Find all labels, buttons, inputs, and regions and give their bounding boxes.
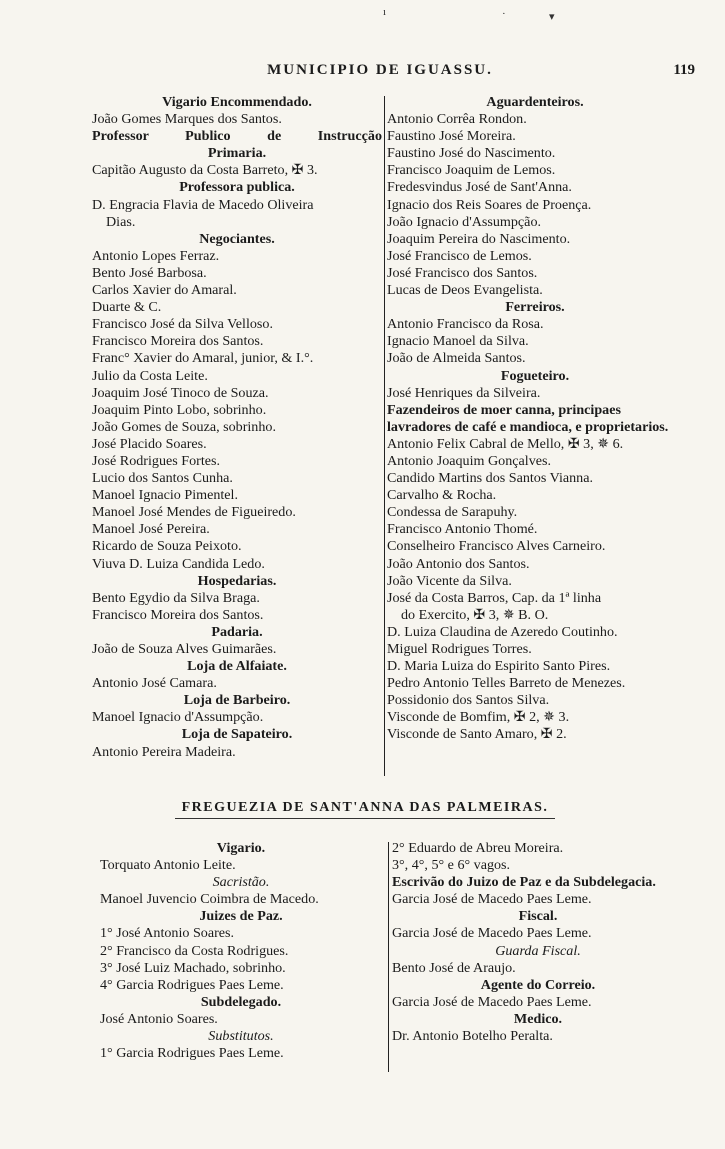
section-heading: Vigario. bbox=[216, 840, 266, 856]
list-entry: D. Engracia Flavia de Macedo Oliveira bbox=[92, 196, 314, 213]
section-heading: Subdelegado. bbox=[200, 993, 282, 1010]
list-entry: José Francisco dos Santos. bbox=[387, 264, 538, 281]
list-entry: Manoel José Pereira. bbox=[92, 521, 210, 538]
list-entry: José Henriques da Silveira. bbox=[387, 384, 541, 401]
section-heading: Negociantes. bbox=[199, 230, 275, 247]
section-heading: Aguardenteiros. bbox=[486, 94, 584, 110]
list-entry: Dias. bbox=[106, 213, 136, 230]
section-heading: Ferreiros. bbox=[505, 299, 565, 316]
running-head: MUNICIPIO DE IGUASSU. bbox=[267, 62, 493, 78]
list-entry: Manoel José Mendes de Figueiredo. bbox=[92, 504, 296, 521]
section-heading: Loja de Alfaiate. bbox=[187, 658, 287, 675]
list-entry: Garcia José de Macedo Paes Leme. bbox=[392, 993, 592, 1010]
list-entry: Manoel Juvencio Coimbra de Macedo. bbox=[100, 891, 319, 908]
list-entry: Faustino José Moreira. bbox=[387, 128, 516, 145]
list-entry: Garcia José de Macedo Paes Leme. bbox=[392, 925, 592, 942]
section-heading: Professora publica. bbox=[179, 179, 295, 196]
list-entry: Antonio Pereira Madeira. bbox=[92, 743, 236, 760]
section-heading: Sacristão. bbox=[212, 874, 270, 891]
list-entry: João Ignacio d'Assumpção. bbox=[387, 213, 542, 230]
list-entry: Lucas de Deos Evangelista. bbox=[387, 282, 543, 299]
ink-speck: ı bbox=[383, 6, 387, 18]
list-entry: Viuva D. Luiza Candida Ledo. bbox=[92, 555, 265, 572]
list-entry: Carvalho & Rocha. bbox=[387, 487, 497, 504]
list-entry: Antonio Felix Cabral de Mello, ✠ 3, ✵ 6. bbox=[387, 435, 624, 452]
section-heading: Padaria. bbox=[211, 623, 263, 640]
section-heading: Fazendeiros de moer canna, principaes lavradores de café e mandioca, e proprietarios. bbox=[387, 401, 669, 435]
list-entry: Ricardo de Souza Peixoto. bbox=[92, 538, 242, 555]
list-entry: 3°, 4°, 5° e 6° vagos. bbox=[392, 857, 511, 874]
list-entry: Pedro Antonio Telles Barreto de Menezes. bbox=[387, 675, 626, 692]
list-entry: 1° Garcia Rodrigues Paes Leme. bbox=[100, 1045, 284, 1062]
list-entry: do Exercito, ✠ 3, ✵ B. O. bbox=[401, 606, 549, 623]
list-entry: Antonio José Camara. bbox=[92, 675, 217, 692]
list-entry: 4° Garcia Rodrigues Paes Leme. bbox=[100, 976, 284, 993]
ink-speck: · bbox=[502, 8, 506, 20]
list-entry: Antonio Joaquim Gonçalves. bbox=[387, 452, 552, 469]
list-entry: João de Souza Alves Guimarães. bbox=[92, 641, 277, 657]
section-heading: Fiscal. bbox=[518, 908, 558, 925]
list-entry: Conselheiro Francisco Alves Carneiro. bbox=[387, 538, 606, 555]
section-heading: Loja de Sapateiro. bbox=[181, 726, 293, 743]
section-heading: Juizes de Paz. bbox=[199, 908, 283, 925]
list-entry: João Gomes Marques dos Santos. bbox=[92, 111, 282, 128]
section-heading: Guarda Fiscal. bbox=[495, 942, 581, 959]
list-entry: 3° José Luiz Machado, sobrinho. bbox=[100, 959, 286, 976]
list-entry: Dr. Antonio Botelho Peralta. bbox=[392, 1028, 553, 1045]
list-entry: Francisco Antonio Thomé. bbox=[387, 521, 538, 538]
list-entry: Capitão Augusto da Costa Barreto, ✠ 3. bbox=[92, 162, 318, 179]
list-entry: 2° Eduardo de Abreu Moreira. bbox=[392, 840, 564, 856]
list-entry: Miguel Rodrigues Torres. bbox=[387, 641, 532, 657]
list-entry: Garcia José de Macedo Paes Leme. bbox=[392, 891, 592, 908]
list-entry: Manoel Ignacio Pimentel. bbox=[92, 487, 238, 504]
list-entry: José Rodrigues Fortes. bbox=[92, 452, 221, 469]
column-divider bbox=[388, 842, 389, 1072]
parish-left-column bbox=[100, 840, 382, 1062]
list-entry: João Gomes de Souza, sobrinho. bbox=[92, 418, 276, 435]
section-heading: Loja de Barbeiro. bbox=[183, 692, 291, 709]
list-entry: Francisco Moreira dos Santos. bbox=[92, 333, 264, 350]
list-entry: Bento Egydio da Silva Braga. bbox=[92, 589, 260, 606]
list-entry: Antonio Francisco da Rosa. bbox=[387, 316, 544, 333]
list-entry: Possidonio dos Santos Silva. bbox=[387, 692, 550, 709]
right-column-list bbox=[387, 94, 683, 744]
section-heading: Fogueteiro. bbox=[500, 367, 570, 384]
section-heading: Substitutos. bbox=[208, 1028, 274, 1045]
list-entry: José Francisco de Lemos. bbox=[387, 247, 532, 264]
section-heading: Escrivão do Juizo de Paz e da Subdelegacia. bbox=[392, 874, 656, 891]
list-entry: Bento José Barbosa. bbox=[92, 264, 207, 281]
list-entry: Franc° Xavier do Amaral, junior, & I.°. bbox=[92, 350, 314, 367]
list-entry: Torquato Antonio Leite. bbox=[100, 857, 236, 874]
list-entry: Francisco José da Silva Velloso. bbox=[92, 316, 273, 333]
list-entry: Lucio dos Santos Cunha. bbox=[92, 470, 233, 487]
section-heading: Vigario Encommendado. bbox=[162, 94, 312, 110]
list-entry: Faustino José do Nascimento. bbox=[387, 145, 556, 162]
section-underline bbox=[175, 818, 555, 819]
list-entry: 1° José Antonio Soares. bbox=[100, 925, 235, 942]
list-entry: 2° Francisco da Costa Rodrigues. bbox=[100, 942, 289, 959]
list-entry: Duarte & C. bbox=[92, 299, 162, 316]
list-entry: João Vicente da Silva. bbox=[387, 572, 512, 589]
ink-speck: ▾ bbox=[549, 11, 555, 23]
list-entry: José da Costa Barros, Cap. da 1ª linha bbox=[387, 589, 602, 606]
list-entry: Francisco Moreira dos Santos. bbox=[92, 606, 264, 623]
section-heading: Medico. bbox=[513, 1010, 563, 1027]
list-entry: Ignacio Manoel da Silva. bbox=[387, 333, 529, 350]
list-entry: D. Luiza Claudina de Azeredo Coutinho. bbox=[387, 623, 618, 640]
list-entry: Julio da Costa Leite. bbox=[92, 367, 208, 384]
list-entry: Candido Martins dos Santos Vianna. bbox=[387, 470, 593, 487]
list-entry: Joaquim Pereira do Nascimento. bbox=[387, 230, 571, 247]
list-entry: Joaquim Pinto Lobo, sobrinho. bbox=[92, 401, 267, 418]
list-entry: Fredesvindus José de Sant'Anna. bbox=[387, 179, 572, 196]
list-entry: José Placido Soares. bbox=[92, 435, 207, 452]
list-entry: Manoel Ignacio d'Assumpção. bbox=[92, 709, 264, 726]
column-divider bbox=[384, 96, 385, 776]
list-entry: Visconde de Bomfim, ✠ 2, ✵ 3. bbox=[387, 709, 570, 726]
list-entry: José Antonio Soares. bbox=[100, 1010, 218, 1027]
list-entry: Bento José de Araujo. bbox=[392, 959, 516, 976]
list-entry: João Antonio dos Santos. bbox=[387, 555, 530, 572]
list-entry: Condessa de Sarapuhy. bbox=[387, 504, 518, 521]
section-heading: Primaria. bbox=[207, 145, 267, 162]
list-entry: Carlos Xavier do Amaral. bbox=[92, 282, 237, 299]
list-entry: D. Maria Luiza do Espirito Santo Pires. bbox=[387, 658, 611, 675]
section-heading: Hospedarias. bbox=[197, 572, 277, 589]
list-entry: João de Almeida Santos. bbox=[387, 350, 526, 367]
section-heading: Professor Publico de Instrucção bbox=[92, 128, 382, 145]
list-entry: Visconde de Santo Amaro, ✠ 2. bbox=[387, 726, 567, 743]
list-entry: Antonio Corrêa Rondon. bbox=[387, 111, 527, 128]
parish-right-column bbox=[392, 840, 684, 1045]
page-number: 119 bbox=[673, 62, 695, 78]
list-entry: Antonio Lopes Ferraz. bbox=[92, 247, 220, 264]
left-column-list bbox=[92, 94, 382, 761]
list-entry: Ignacio dos Reis Soares de Proença. bbox=[387, 196, 592, 213]
list-entry: Joaquim José Tinoco de Souza. bbox=[92, 384, 269, 401]
section-title: FREGUEZIA DE SANT'ANNA DAS PALMEIRAS. bbox=[181, 800, 549, 815]
list-entry: Francisco Joaquim de Lemos. bbox=[387, 162, 556, 179]
section-heading: Agente do Correio. bbox=[480, 976, 596, 993]
